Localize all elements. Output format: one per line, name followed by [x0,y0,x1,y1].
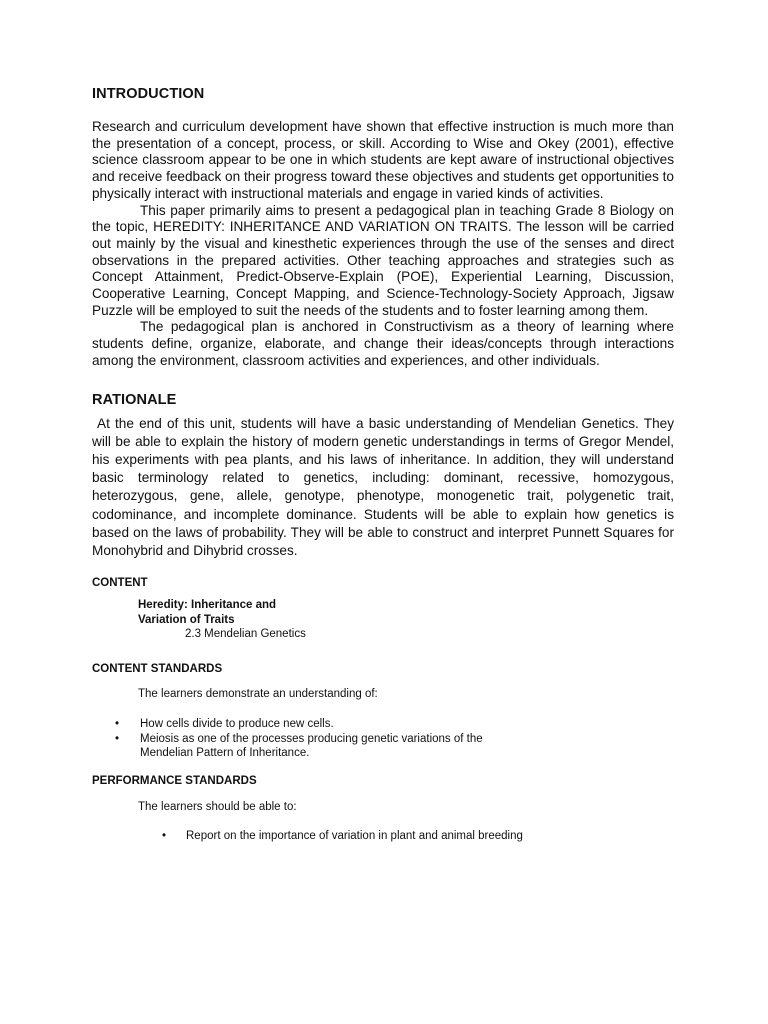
list-item [92,732,674,747]
content-topic-line-2: Variation of Traits [138,613,235,626]
content-standards-list [92,717,674,761]
list-item [92,829,674,844]
content-heading: CONTENT [92,577,148,590]
rationale-paragraph: At the end of this unit, students will have a basic understanding of Mendelian Genetics. They will be able to explain the history of modern genetic understandings in terms of Gregor Mendel, his experiments with pea plants, and his laws of inheritance. In addition, they will understand basic terminology related to genetics, including: dominant, recessive, homozygous, heterozygous, gene, allele, genotype, phenotype, monogenetic trait, polygenetic trait, codominance, and incomplete dominance. Students will be able to explain how genetics is based on the laws of probability. They will be able to construct and interpret Punnett Squares for Monohybrid and Dihybrid crosses. [92,415,674,558]
introduction-heading: INTRODUCTION [92,86,205,102]
content-standards-section [92,663,674,761]
list-item-text: How cells divide to produce new cells. [140,717,334,730]
bullet-icon: • [162,829,167,842]
content-topic [138,598,674,627]
content-topic-line-1: Heredity: Inheritance and [138,599,277,612]
list-item-text: Meiosis as one of the processes producing genetic variations of the [140,732,483,745]
rationale-heading: RATIONALE [92,391,177,408]
content-standards-lead: The learners demonstrate an understanding of: [138,688,378,701]
performance-standards-lead: The learners should be able to: [138,801,297,814]
content-standards-heading: CONTENT STANDARDS [92,663,223,676]
content-subtopic: 2.3 Mendelian Genetics [185,627,306,640]
content-section [92,577,674,641]
list-item [92,717,674,732]
list-item-continuation: Mendelian Pattern of Inheritance. [140,747,310,760]
document-page [92,86,674,843]
introduction-paragraph-3: The pedagogical plan is anchored in Constructivism as a theory of learning where students define, organize, elaborate, and change their ideas/concepts through interactions among the environment, classroom activities and experiences, and other individuals. [92,319,674,368]
rationale-section [92,392,674,561]
performance-standards-list [92,829,674,844]
bullet-icon: • [115,717,120,730]
performance-standards-heading: PERFORMANCE STANDARDS [92,775,257,788]
introduction-section [92,86,674,370]
list-item-text: Report on the importance of variation in plant and animal breeding [186,829,523,842]
performance-standards-section [92,775,674,843]
introduction-paragraph-2: This paper primarily aims to present a pedagogical plan in teaching Grade 8 Biology on the topic, HEREDITY: INHERITANCE AND VARIATION ON TRAITS. The lesson will be carried out mainly by the visual and kinesthetic experiences through the use of the senses and direct observations in the prepared activities. Other teaching approaches and strategies such as Concept Attainment, Predict-Observe-Explain (POE), Experiential Learning, Discussion, Cooperative Learning, Concept Mapping, and Science-Technology-Society Approach, Jigsaw Puzzle will be employed to suit the needs of the students and to foster learning among them. [92,202,674,318]
introduction-paragraph-1: Research and curriculum development have shown that effective instruction is much more than the presentation of a concept, process, or skill. According to Wise and Okey (2001), effective science classroom appear to be one in which students are kept aware of instructional objectives and receive feedback on their progress toward these objectives and students get opportunities to physically interact with instructional materials and engage in varied kinds of activities. [92,119,674,201]
bullet-icon: • [115,732,120,745]
